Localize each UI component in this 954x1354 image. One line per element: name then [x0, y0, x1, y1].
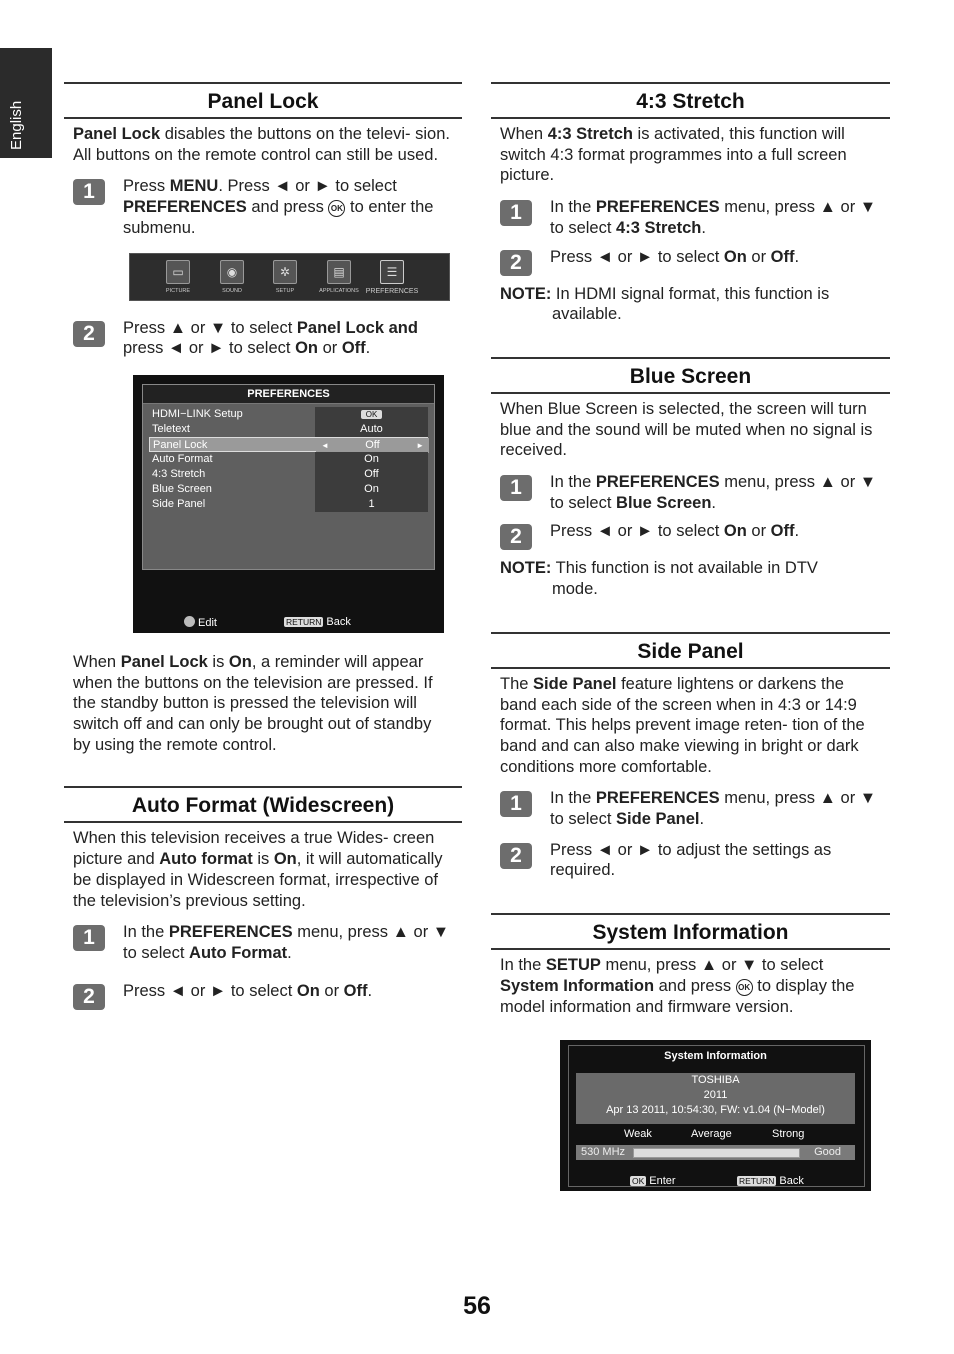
language-label: English: [8, 100, 25, 150]
picture-icon: ▭: [166, 260, 190, 284]
menu-item-picture: ▭ PICTURE: [151, 260, 205, 294]
system-info-screenshot: [560, 1040, 871, 1191]
panel-lock-intro: Panel Lock disables the buttons on the televi- sion. All buttons on the remote control can still be used.: [73, 125, 450, 164]
arrow-right-icon: ►: [416, 440, 424, 450]
stretch-intro: When 4:3 Stretch is activated, this function will switch 4:3 format programmes into a full screen picture.: [500, 125, 847, 185]
preferences-panel: [142, 384, 435, 570]
language-tab: [0, 48, 52, 158]
scale-weak: Weak: [624, 1128, 652, 1141]
step-text: In the PREFERENCES menu, press ▲ or ▼ to select 4:3 Stretch.: [550, 198, 877, 237]
sound-icon: ◉: [220, 260, 244, 284]
step-text: Press ▲ or ▼ to select Panel Lock and press ◄ or ► to select On or Off.: [123, 318, 418, 358]
panel-lock-step-1: [64, 176, 462, 238]
side-panel-heading: Side Panel: [491, 632, 890, 669]
auto-format-step-1: [64, 922, 462, 963]
panel-lock-heading: Panel Lock: [64, 82, 462, 119]
page-number: 56: [463, 1292, 491, 1320]
stretch-heading: 4:3 Stretch: [491, 82, 890, 119]
preferences-screenshot: [133, 375, 444, 633]
auto-format-intro: When this television receives a true Wides- creen picture and Auto format is On, it will automatically be displayed in Widescreen format, irrespective of the television’s previous setting.: [73, 829, 443, 910]
blue-screen-note-continued: mode.: [552, 580, 598, 599]
year: 2011: [703, 1089, 728, 1102]
blue-screen-note: NOTE: This function is not available in DTV: [500, 559, 818, 578]
side-panel-step-2: [491, 840, 890, 881]
main-menu-screenshot: [129, 253, 450, 301]
right-column: [491, 82, 890, 1191]
auto-format-step-2: [64, 981, 462, 1013]
signal-bar: [633, 1148, 800, 1158]
blue-screen-step-1: [491, 472, 890, 513]
panel-lock-step-2: [64, 318, 462, 359]
step-text: In the PREFERENCES menu, press ▲ or ▼ to select Side Panel.: [550, 789, 877, 829]
step-text: Press MENU. Press ◄ or ► to select PREFERENCES and press OK to enter the submenu.: [123, 177, 434, 237]
step-number-2: 2: [73, 321, 105, 347]
back-hint: RETURN Back: [739, 1175, 804, 1188]
back-hint: RETURN Back: [286, 615, 351, 628]
menu-item-setup: ✲ SETUP: [258, 260, 312, 294]
list-icon: ☰: [380, 260, 404, 284]
pref-row-selected: Panel Lock ◄ Off ►: [149, 437, 428, 452]
pref-row: Side Panel 1: [149, 497, 428, 512]
side-panel-step-1: [491, 788, 890, 829]
pref-row: Blue Screen On: [149, 482, 428, 497]
pref-row: HDMI−LINK Setup OK: [149, 407, 428, 422]
step-number-2: 2: [73, 984, 105, 1010]
ok-button-icon: OK: [328, 200, 345, 217]
system-info-heading: System Information: [491, 913, 890, 950]
step-number-1: 1: [73, 925, 105, 951]
signal-strength-row: [576, 1145, 855, 1160]
step-text: Press ◄ or ► to adjust the settings as required.: [550, 840, 832, 880]
step-number-2: 2: [500, 250, 532, 276]
step-number-1: 1: [500, 200, 532, 226]
pref-row: Auto Format On: [149, 452, 428, 467]
step-number-1: 1: [73, 179, 105, 205]
arrow-left-icon: ◄: [321, 440, 329, 450]
brand: TOSHIBA: [691, 1074, 740, 1087]
system-info-title: System Information: [664, 1050, 767, 1063]
side-panel-intro: The Side Panel feature lightens or darkens the band each side of the screen when in 4:3 or 14:9 format. This helps prevent image reten- tion of the band and can also make viewing in bright or dark conditions more comfortable.: [500, 674, 865, 776]
pref-row: 4:3 Stretch Off: [149, 467, 428, 482]
step-number-1: 1: [500, 791, 532, 817]
signal-quality: Good: [814, 1146, 841, 1159]
dpad-icon: [184, 616, 195, 627]
stretch-note: NOTE: In HDMI signal format, this function is: [500, 284, 830, 303]
step-text: Press ◄ or ► to select On or Off.: [550, 247, 800, 266]
blue-screen-step-2: [491, 521, 890, 553]
step-number-2: 2: [500, 843, 532, 869]
ok-key-icon: OK: [632, 1176, 645, 1187]
menu-item-sound: ◉ SOUND: [205, 260, 259, 294]
system-info-intro: In the SETUP menu, press ▲ or ▼ to select System Information and press OK to display the model information and firmware version.: [500, 956, 855, 1016]
step-number-1: 1: [500, 475, 532, 501]
applications-icon: ▤: [327, 260, 351, 284]
step-text: Press ◄ or ► to select On or Off.: [550, 522, 800, 541]
blue-screen-heading: Blue Screen: [491, 357, 890, 394]
scale-strong: Strong: [772, 1128, 805, 1141]
step-text: In the PREFERENCES menu, press ▲ or ▼ to select Auto Format.: [123, 923, 450, 962]
menu-item-preferences: ☰ PREFERENCES: [365, 260, 419, 295]
firmware: Apr 13 2011, 10:54:30, FW: v1.04 (N−Model): [606, 1104, 825, 1117]
blue-screen-intro: When Blue Screen is selected, the screen will turn blue and the sound will be muted when no signal is received.: [500, 399, 873, 460]
step-text: In the PREFERENCES menu, press ▲ or ▼ to select Blue Screen.: [550, 473, 877, 512]
panel-lock-description: When Panel Lock is On, a reminder will appear when the buttons on the television are pressed. If the standby button is pressed the television will switch off and can only be brought out of standby by using the remote control.: [73, 652, 433, 754]
gear-icon: ✲: [273, 260, 297, 284]
pref-row: Teletext Auto: [149, 422, 428, 437]
stretch-note-continued: available.: [552, 305, 622, 324]
return-key-icon: RETURN: [739, 1176, 775, 1187]
stretch-step-1: [491, 197, 890, 238]
menu-item-applications: ▤ APPLICATIONS: [312, 260, 366, 294]
system-info-details: [576, 1073, 855, 1124]
left-column: [64, 82, 462, 1013]
step-text: Press ◄ or ► to select On or Off.: [123, 981, 373, 1000]
auto-format-heading: Auto Format (Widescreen): [64, 786, 462, 823]
scale-average: Average: [691, 1128, 732, 1141]
step-number-2: 2: [500, 524, 532, 550]
stretch-step-2: [491, 247, 890, 279]
enter-hint: OK Enter: [632, 1175, 676, 1188]
preferences-title: PREFERENCES: [143, 385, 434, 404]
edit-hint: Edit: [184, 616, 217, 629]
ok-button-icon: OK: [736, 979, 753, 996]
frequency: 530 MHz: [581, 1146, 626, 1159]
return-key-icon: RETURN: [286, 616, 322, 627]
